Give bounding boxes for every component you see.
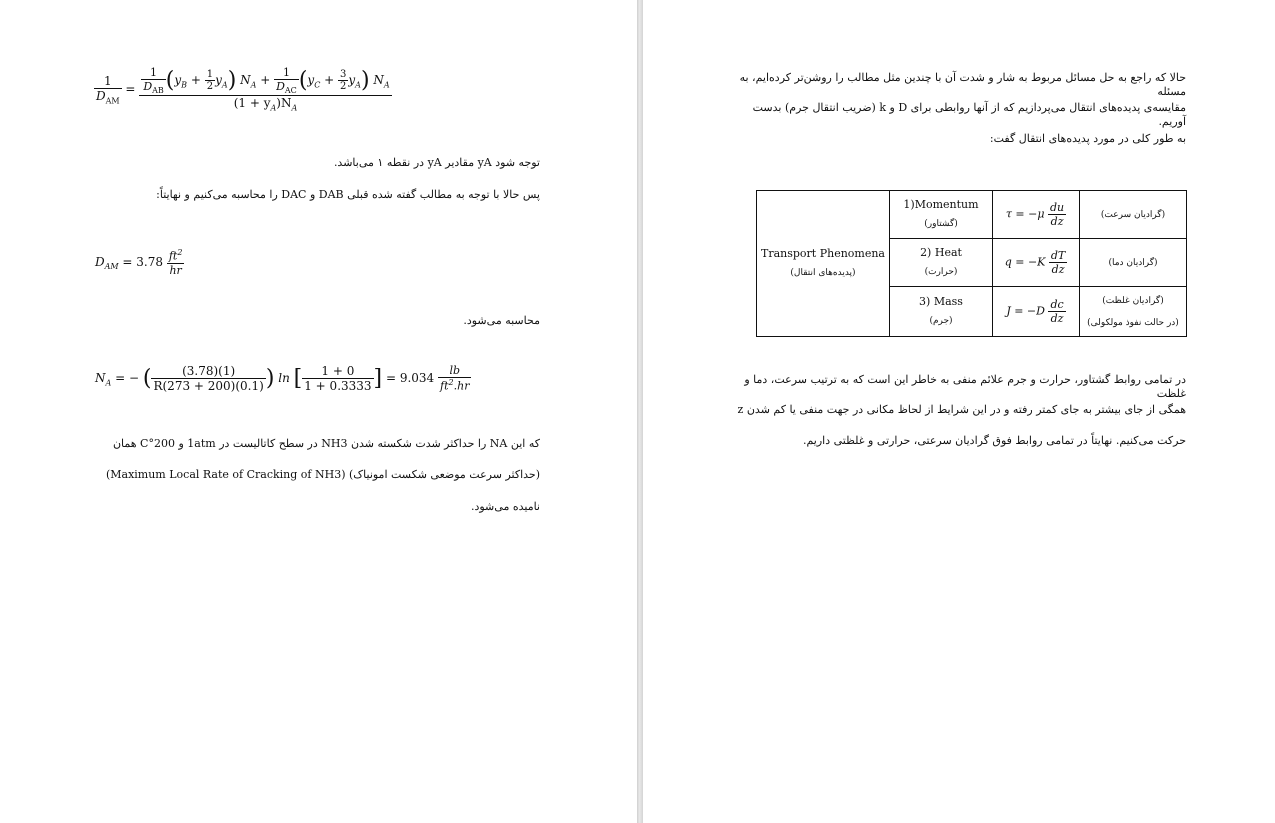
equation-dam-value: $D_{AM} = 3.78$ $\frac{ft^2}{hr}$ — [95, 248, 183, 277]
table-title-cell — [757, 191, 890, 337]
row-momentum-gradient: (گرادیان سرعت) — [1080, 191, 1187, 239]
paragraph-na-line1: که این NA را حداکثر شدت شکسته شدن NH3 در سطح کاتالیست در 1atm و 200°C همان — [112, 437, 540, 450]
row-mass-name: 3) Mass (جرم) — [890, 287, 993, 337]
conclusion-line3: حرکت می‌کنیم. نهایتاً در تمامی روابط فوق گرادیان سرعتی، حرارتی و غلظتی داریم. — [802, 434, 1186, 447]
intro-line1: حالا که راجع به حل مسائل مربوط به شار و شدت آن با چندین مثل مطالب را روشن‌تر کرده‌ایم، به مسئله — [739, 71, 1186, 98]
conclusion-line2: همگی از جای بیشتر به جای کمتر رفته و در این شرایط از لحاظ مکانی در جهت منفی یا کم شدن z — [737, 403, 1186, 416]
note-ya-point: توجه شود yA مقادیر yA در نقطه ۱ می‌باشد. — [333, 156, 540, 169]
row-heat-equation: q = −K $\frac{dT}{dz}$ — [993, 239, 1080, 287]
note-dab-dac: پس حالا با توجه به مطالب گفته شده قبلی DAB و DAC را محاسبه می‌کنیم و نهایتاً: — [156, 188, 540, 201]
computed-text: محاسبه می‌شود. — [463, 314, 540, 327]
intro-line2: مقایسه‌ی پدیده‌های انتقال می‌پردازیم که از آنها روابطی برای D و k (ضریب انتقال جرم) بدست آوریم. — [752, 101, 1186, 128]
row-heat-name: 2) Heat (حرارت) — [890, 239, 993, 287]
row-momentum-equation: τ = −μ $\frac{du}{dz}$ — [993, 191, 1080, 239]
left-page — [0, 0, 637, 823]
row-heat-gradient: (گرادیان دما) — [1080, 239, 1187, 287]
paragraph-na-line2: (Maximum Local Rate of Cracking of NH3) (حداکثر سرعت موضعی شکست امونیاک) — [105, 468, 540, 481]
table-title-fa: (پدیده‌های انتقال) — [790, 268, 856, 278]
row-mass-equation: J = −D $\frac{dc}{dz}$ — [993, 287, 1080, 337]
paragraph-na-line3: نامیده می‌شود. — [470, 500, 540, 513]
conclusion-line1: در تمامی روابط گشتاور، حرارت و جرم علائم منفی به خاطر این است که به ترتیب سرعت، دما و غلظت — [744, 373, 1186, 400]
equation-dam-definition: $\frac{1}{D_{AM}}$ = $\frac{1}{D_{AB}}$ ($y_B$ + $\frac{1}{2}$ $y_A$) $N_A$ + $\frac{1}{D_{AC}}$ ($y_C$ + $\frac{3}{2}$ $y_A$) $N_A$ $(1 + y_A)N_A$ — [96, 66, 390, 113]
intro-line3: به طور کلی در مورد پدیده‌های انتقال گفت: — [989, 132, 1186, 145]
row-mass-gradient: (گرادیان غلظت) (در حالت نفوذ مولکولی) — [1080, 287, 1187, 337]
transport-phenomena-table — [756, 190, 1187, 337]
table-title: Transport Phenomena — [760, 247, 885, 260]
equation-na-value: $N_A$ = − ( $\frac{(3.78)(1)}{R(273 + 200)(0.1)}$ ) ln [ $\frac{1 + 0}{1 + 0.3333}$ ] = 9.034 $\frac{lb}{ft^2.hr}$ — [95, 364, 470, 393]
row-momentum-name: 1)Momentum (گشتاور) — [890, 191, 993, 239]
